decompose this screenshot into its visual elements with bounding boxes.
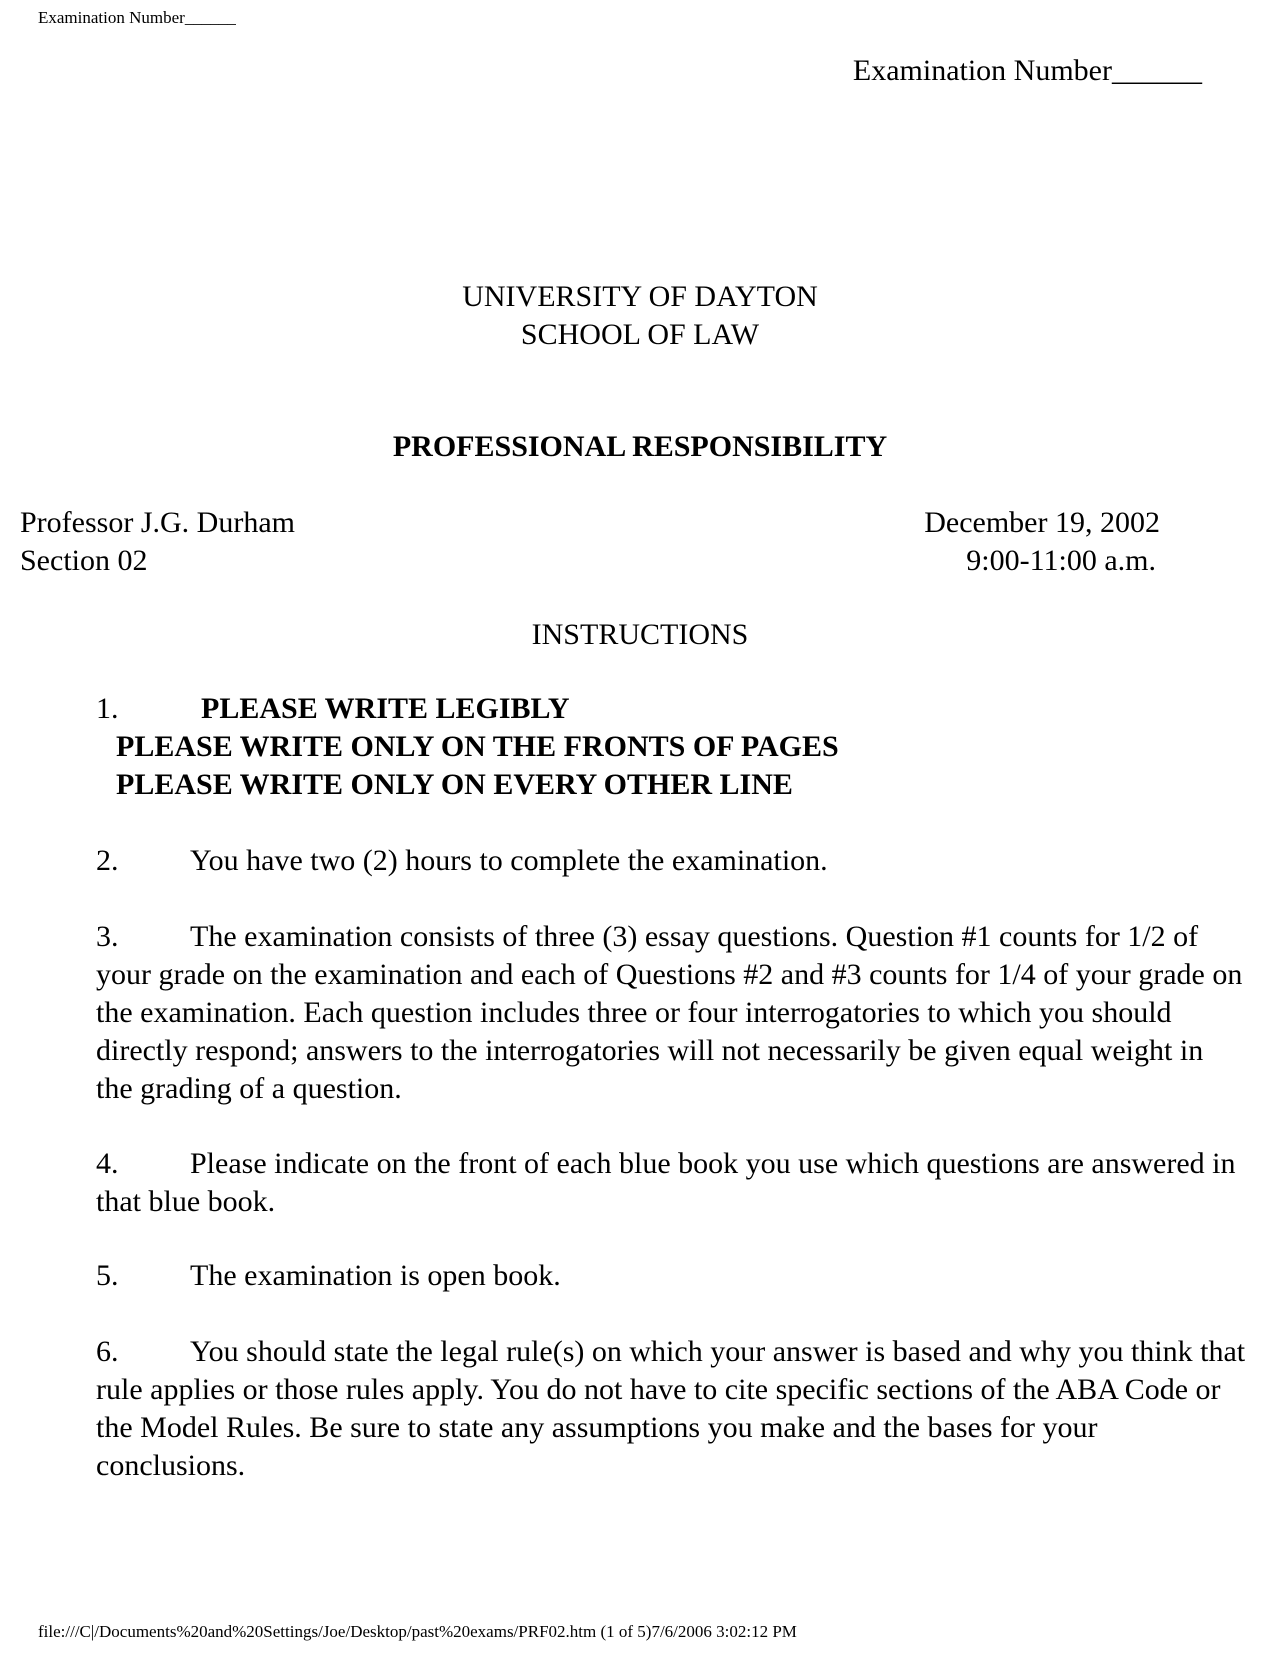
professor-name: Professor J.G. Durham [20, 506, 295, 539]
instruction-number: 5. [96, 1259, 119, 1292]
instruction-number: 2. [96, 844, 119, 877]
instruction-text: You have two (2) hours to complete the examination. [190, 844, 828, 877]
instruction-item-3 [96, 918, 1246, 1108]
header-exam-number: Examination Number______ [852, 54, 1202, 87]
header-exam-number-small: Examination Number______ [38, 8, 236, 27]
instruction-text: Please indicate on the front of each blue book you use which questions are answered in that blue book. [96, 1147, 1236, 1218]
instruction-line: PLEASE WRITE ONLY ON THE FRONTS OF PAGES [116, 730, 839, 763]
instruction-item-1 [96, 690, 1246, 804]
instruction-number: 1. [96, 692, 119, 725]
instruction-item-5 [96, 1257, 1246, 1295]
footer-file-path: file:///C|/Documents%20and%20Settings/Joe/Desktop/past%20exams/PRF02.htm (1 of 5)7/6/2006 3:02:12 PM [38, 1622, 797, 1641]
instruction-text: The examination consists of three (3) essay questions. Question #1 counts for 1/2 of your grade on the examination and each of Questions #2 and #3 counts for 1/4 of your grade on the examination. Each question includes three or four interrogatories to which you should directly respond; answers to the interrogatories will not necessarily be given equal weight in the grading of a question. [96, 920, 1243, 1105]
instruction-number: 6. [96, 1335, 119, 1368]
instructions-heading: INSTRUCTIONS [531, 618, 749, 651]
instruction-text: You should state the legal rule(s) on which your answer is based and why you think that rule applies or those rules apply. You do not have to cite specific sections of the ABA Code or the Model Rules. Be sure to state any assumptions you make and the bases for your conclusions. [96, 1335, 1246, 1482]
exam-date: December 19, 2002 [924, 506, 1160, 539]
instruction-line: PLEASE WRITE LEGIBLY [201, 692, 570, 725]
exam-time: 9:00-11:00 a.m. [966, 544, 1156, 577]
instruction-item-4 [96, 1145, 1246, 1221]
instruction-number: 4. [96, 1147, 119, 1180]
instruction-item-6 [96, 1333, 1246, 1485]
instruction-item-2 [96, 842, 1246, 880]
instruction-number: 3. [96, 920, 119, 953]
school-name: SCHOOL OF LAW [520, 318, 760, 351]
instruction-text: The examination is open book. [190, 1259, 561, 1292]
section-number: Section 02 [20, 544, 148, 577]
course-title: PROFESSIONAL RESPONSIBILITY [392, 430, 888, 463]
university-name: UNIVERSITY OF DAYTON [462, 280, 818, 313]
instruction-line: PLEASE WRITE ONLY ON EVERY OTHER LINE [116, 768, 793, 801]
